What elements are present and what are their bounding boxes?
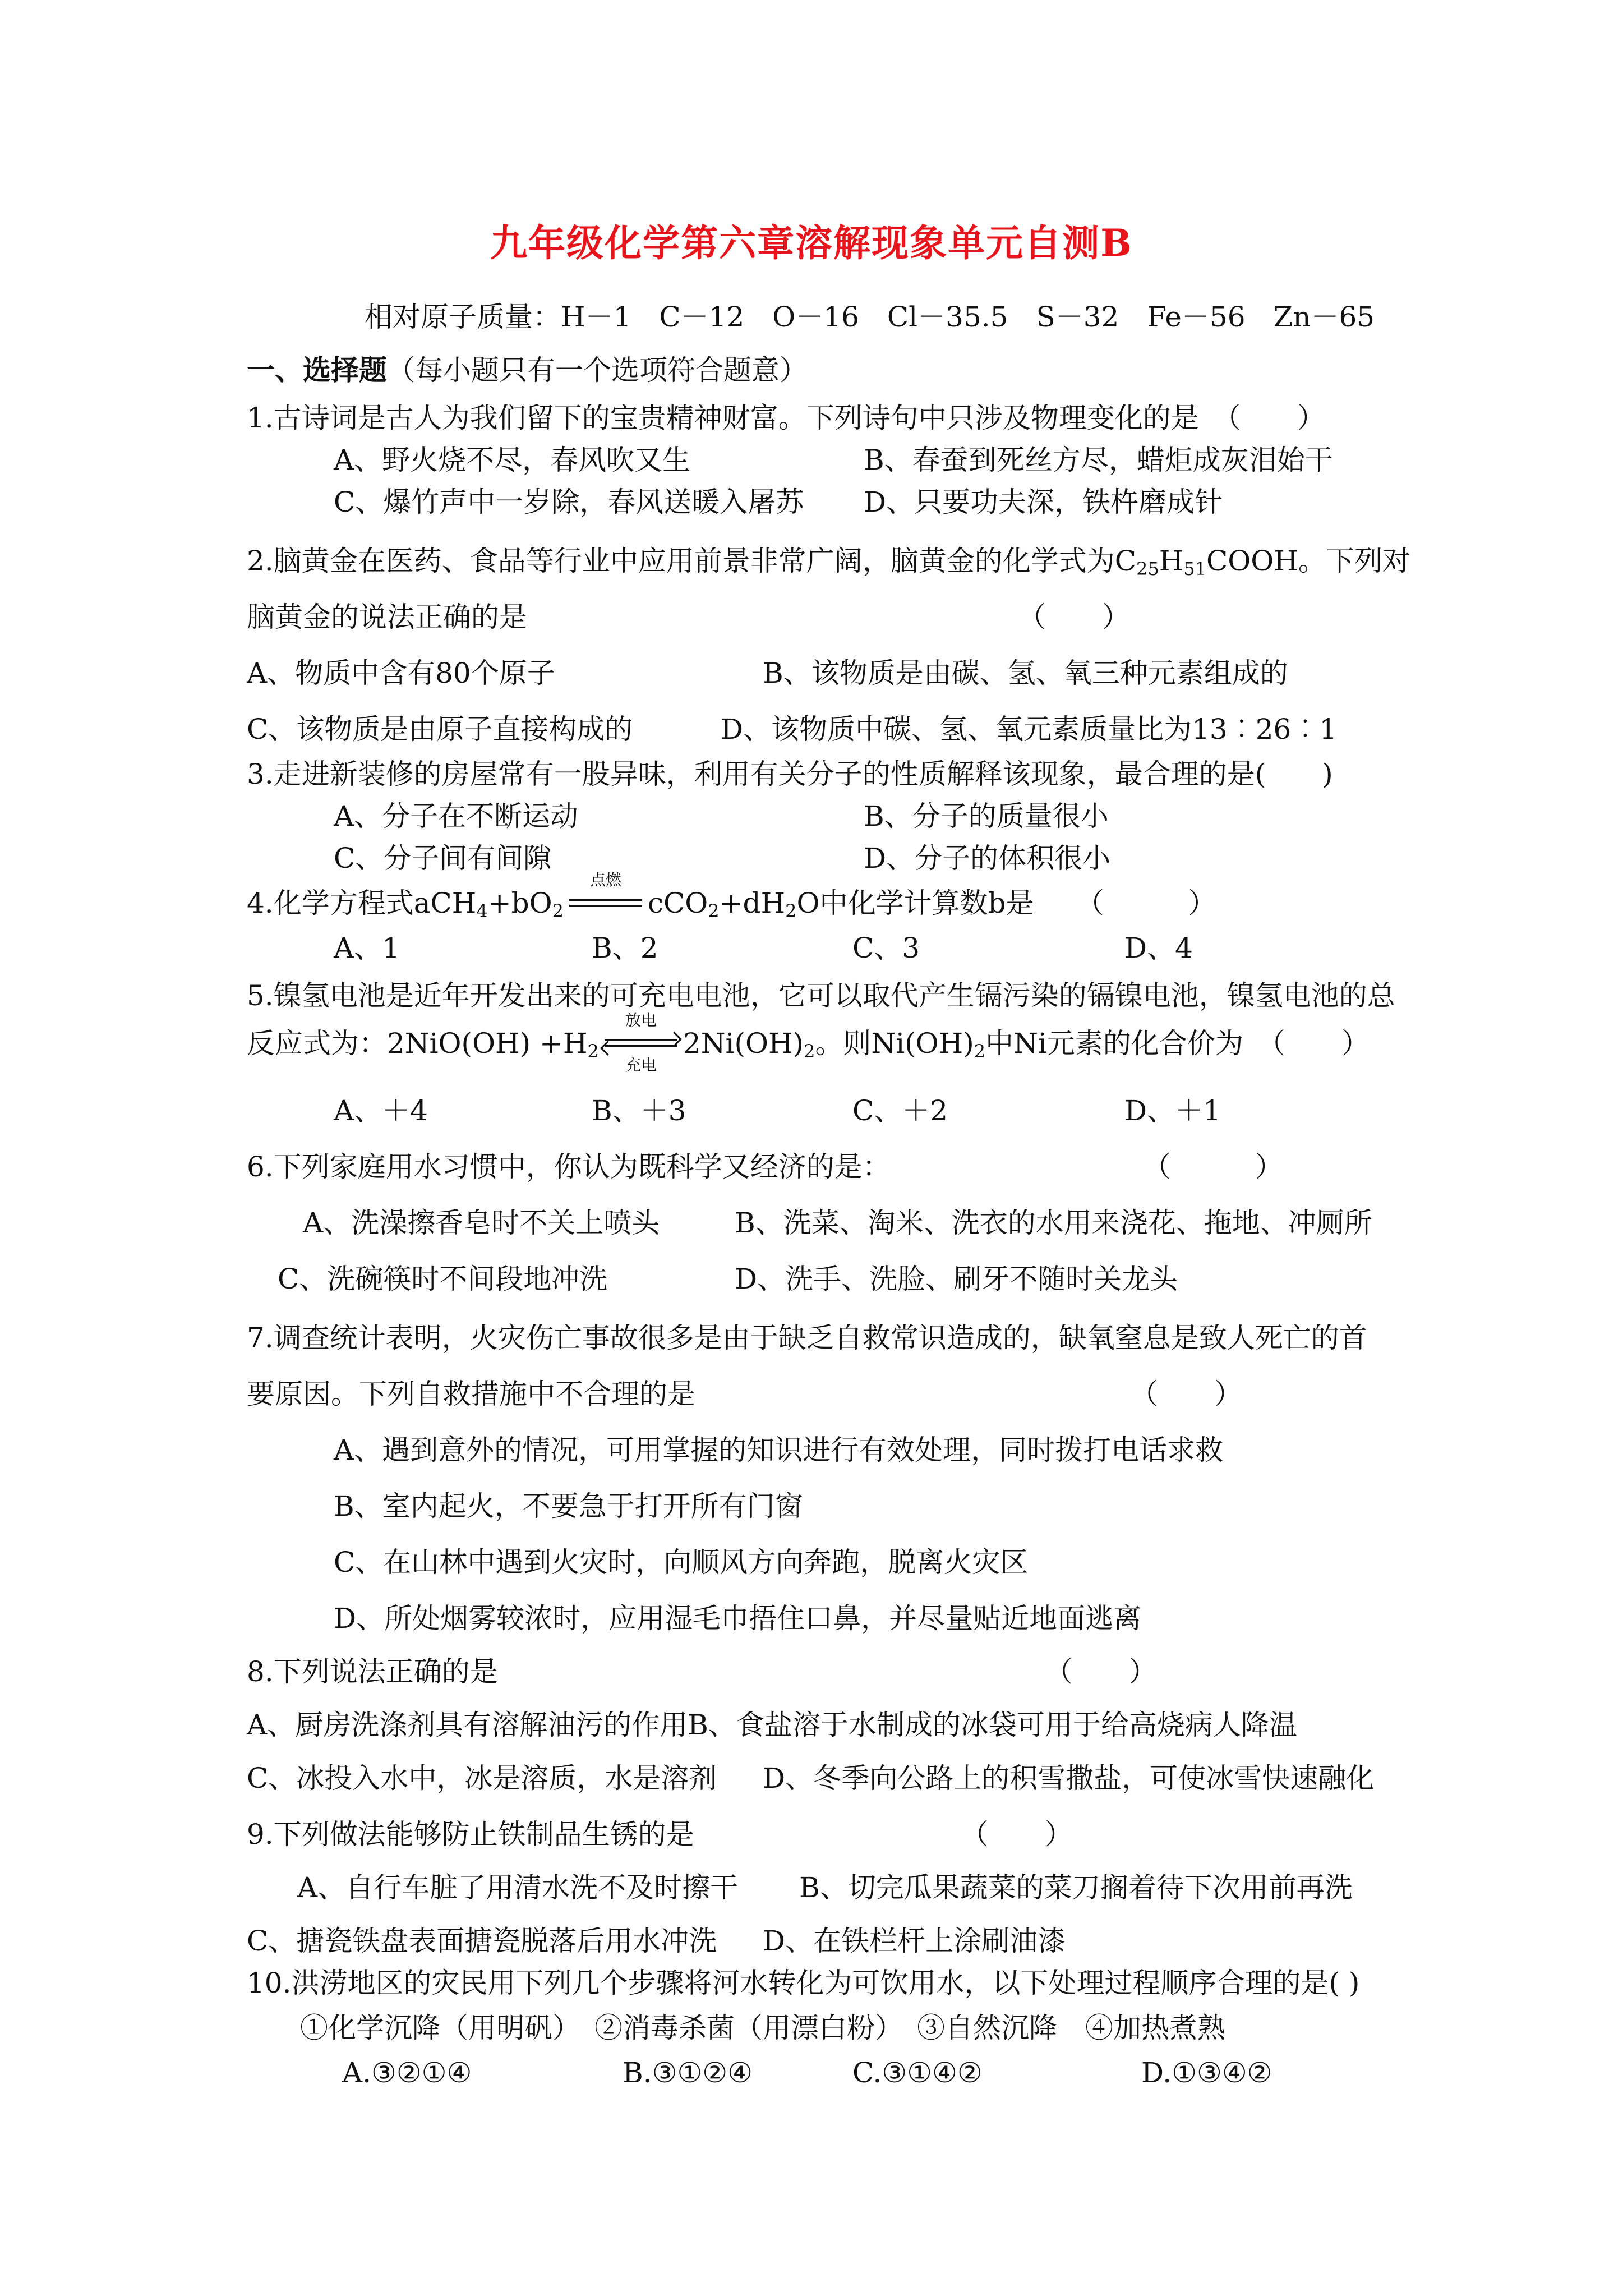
q4-text: cCO [648, 887, 708, 919]
q4-stem [247, 871, 1216, 922]
q9-option-a: A、自行车脏了用清水洗不及时擦干 [297, 1871, 739, 1904]
q2-option-d: D、该物质中碳、氢、氧元素质量比为13︰26︰1 [721, 713, 1338, 746]
q5-option-b: B、＋3 [592, 1094, 686, 1127]
q2-subscript: 25 [1136, 558, 1159, 579]
q5-text: 2Ni(OH) [683, 1027, 804, 1060]
q8-option-c: C、冰投入水中，冰是溶质，水是溶剂 [247, 1762, 717, 1795]
q10-option-b: B.③①②④ [623, 2056, 753, 2089]
q6-stem: 6.下列家庭用水习惯中，你认为既科学又经济的是： （ ） [247, 1151, 1283, 1183]
q2-option-c: C、该物质是由原子直接构成的 [247, 713, 633, 746]
q5-stem-line1: 5.镍氢电池是近年开发出来的可充电电池，它可以取代产生镉污染的镉镍电池，镍氢电池的总 [247, 979, 1395, 1012]
q2-stem-line2: 脑黄金的说法正确的是 （ ） [247, 601, 1130, 633]
reversible-arrow [599, 1011, 683, 1074]
q5-text: 中Ni元素的化合价为 （ ） [985, 1027, 1370, 1060]
q9-option-b: B、切完瓜果蔬菜的菜刀搁着待下次用前再洗 [799, 1871, 1353, 1904]
q5-subscript: 2 [974, 1041, 986, 1062]
q2-formula-h: H [1159, 545, 1184, 577]
q3-option-a: A、分子在不断运动 [334, 800, 579, 832]
q4-text: 4.化学方程式aCH [247, 887, 477, 919]
q10-option-d: D.①③④② [1141, 2056, 1272, 2089]
q3-option-c: C、分子间有间隙 [334, 842, 552, 875]
q7-option-c: C、在山林中遇到火灾时，向顺风方向奔跑，脱离火灾区 [334, 1546, 1029, 1579]
q4-option-c: C、3 [852, 932, 920, 964]
q2-stem-text: COOH。下列对 [1206, 545, 1410, 577]
q10-option-c: C.③①④② [852, 2056, 983, 2089]
q6-option-b: B、洗菜、淘米、洗衣的水用来浇花、拖地、冲厕所 [735, 1207, 1372, 1239]
q5-option-a: A、＋4 [334, 1094, 428, 1127]
q4-option-d: D、4 [1124, 932, 1193, 964]
atomic-mass-line: 相对原子质量：H－1 C－12 O－16 Cl－35.5 S－32 Fe－56 Zn－65 [365, 301, 1375, 333]
q7-option-d: D、所处烟雾较浓时，应用湿毛巾捂住口鼻，并尽量贴近地面逃离 [334, 1602, 1142, 1635]
q5-subscript: 2 [587, 1041, 599, 1062]
q4-subscript: 2 [785, 900, 797, 922]
q2-stem-line1 [247, 547, 1410, 578]
q1-option-b: B、春蚕到死丝方尽，蜡炬成灰泪始干 [864, 444, 1333, 476]
q2-subscript: 51 [1183, 558, 1207, 579]
q6-option-d: D、洗手、洗脸、刷牙不随时关龙头 [735, 1263, 1178, 1295]
q1-stem: 1.古诗词是古人为我们留下的宝贵精神财富。下列诗句中只涉及物理变化的是 （ ） [247, 402, 1325, 434]
q2-option-b: B、该物质是由碳、氢、氧三种元素组成的 [763, 657, 1288, 689]
q5-stem-line2 [247, 1011, 1370, 1074]
q9-option-c: C、搪瓷铁盘表面搪瓷脱落后用水冲洗 [247, 1925, 717, 1957]
charge-label: 充电 [625, 1056, 657, 1074]
q1-option-c: C、爆竹声中一岁除，春风送暖入屠苏 [334, 486, 804, 518]
q3-option-d: D、分子的体积很小 [864, 842, 1111, 875]
q7-option-b: B、室内起火，不要急于打开所有门窗 [334, 1490, 803, 1522]
q7-option-a: A、遇到意外的情况，可用掌握的知识进行有效处理，同时拨打电话求救 [334, 1434, 1224, 1466]
q6-option-a: A、洗澡擦香皂时不关上喷头 [303, 1207, 660, 1239]
q5-option-d: D、＋1 [1124, 1094, 1221, 1127]
q8-options-ab: A、厨房洗涤剂具有溶解油污的作用B、食盐溶于水制成的冰袋可用于给高烧病人降温 [247, 1709, 1297, 1741]
q4-subscript: 4 [476, 900, 488, 922]
q1-option-a: A、野火烧不尽，春风吹又生 [334, 444, 691, 476]
q10-steps: ①化学沉降（用明矾） ②消毒杀菌（用漂白粉） ③自然沉降 ④加热煮熟 [300, 2012, 1225, 2044]
q10-stem: 10.洪涝地区的灾民用下列几个步骤将河水转化为可饮用水，以下处理过程顺序合理的是( ) [247, 1967, 1360, 1999]
q4-option-b: B、2 [592, 932, 658, 964]
q2-option-a: A、物质中含有80个原子 [247, 657, 555, 689]
q4-option-a: A、1 [334, 932, 400, 964]
q4-subscript: 2 [552, 900, 564, 922]
q5-option-c: C、＋2 [852, 1094, 948, 1127]
q8-option-d: D、冬季向公路上的积雪撒盐，可使冰雪快速融化 [763, 1762, 1375, 1795]
q8-stem: 8.下列说法正确的是 （ ） [247, 1655, 1157, 1688]
q4-subscript: 2 [708, 900, 720, 922]
q5-text: 。则Ni(OH) [815, 1027, 974, 1060]
section-heading [247, 353, 808, 386]
condition-label: 点燃 [589, 871, 621, 889]
q5-subscript: 2 [804, 1041, 815, 1062]
section-title: 一、选择题 [247, 353, 387, 386]
q4-text: +dH [719, 887, 786, 919]
discharge-label: 放电 [625, 1011, 657, 1029]
q5-text: 反应式为：2NiO(OH) +H [247, 1027, 588, 1060]
q9-option-d: D、在铁栏杆上涂刷油漆 [763, 1925, 1066, 1957]
q6-option-c: C、洗碗筷时不间段地冲洗 [278, 1263, 608, 1295]
q7-stem-line1: 7.调查统计表明，火灾伤亡事故很多是由于缺乏自救常识造成的，缺氧窒息是致人死亡的首 [247, 1322, 1367, 1354]
q9-stem: 9.下列做法能够防止铁制品生锈的是 （ ） [247, 1818, 1073, 1851]
q1-option-d: D、只要功夫深，铁杵磨成针 [864, 486, 1223, 518]
q7-stem-line2: 要原因。下列自救措施中不合理的是 （ ） [247, 1378, 1242, 1410]
q4-text: +bO [487, 887, 552, 919]
q3-option-b: B、分子的质量很小 [864, 800, 1109, 832]
page-title: 九年级化学第六章溶解现象单元自测B [490, 221, 1133, 265]
section-note: （每小题只有一个选项符合题意） [387, 354, 808, 386]
q2-stem-text: 2.脑黄金在医药、食品等行业中应用前景非常广阔，脑黄金的化学式为C [247, 545, 1136, 577]
ignite-equals-sign [564, 871, 648, 919]
q3-stem: 3.走进新装修的房屋常有一股异味，利用有关分子的性质解释该现象，最合理的是( ) [247, 758, 1333, 790]
q4-text: O中化学计算数b是 （ ） [796, 887, 1216, 919]
q10-option-a: A.③②①④ [342, 2056, 472, 2089]
